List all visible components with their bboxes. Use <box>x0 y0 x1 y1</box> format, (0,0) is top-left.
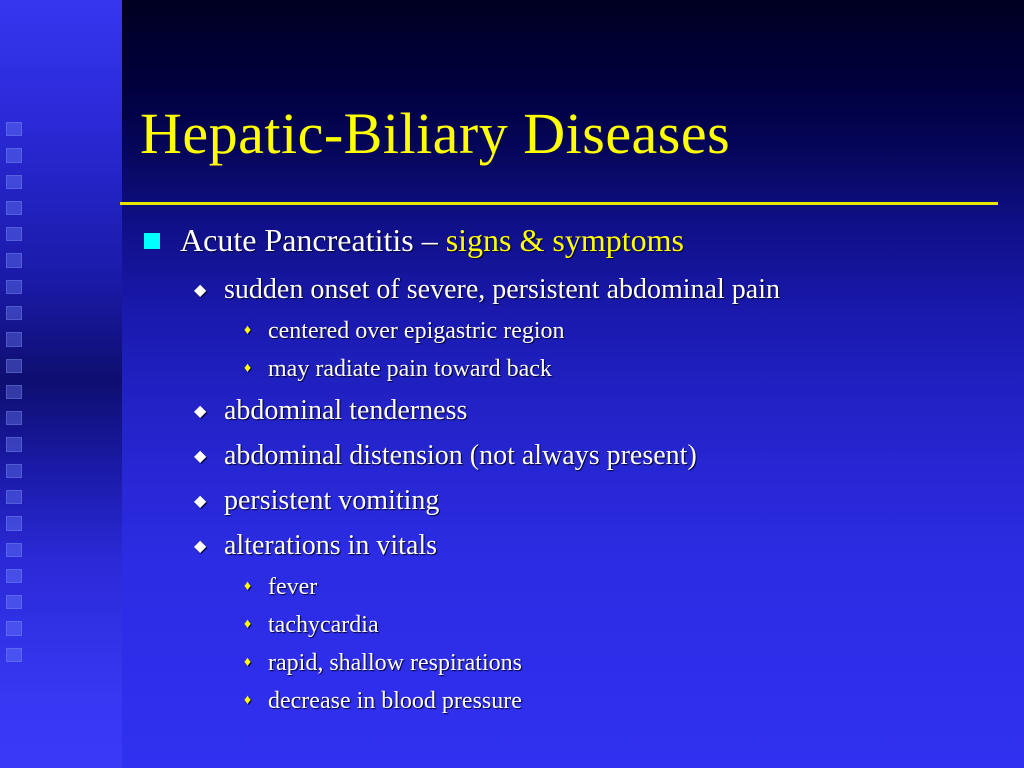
decorative-tile <box>6 175 22 189</box>
diamond-bullet-icon: ◆ <box>194 492 207 510</box>
symptom-item <box>140 478 1010 523</box>
sub-symptom-item <box>140 350 1010 388</box>
square-bullet-icon <box>144 233 160 249</box>
symptom-item <box>140 523 1010 568</box>
decorative-tile <box>6 280 22 294</box>
small-diamond-bullet-icon: ♦ <box>244 361 252 376</box>
symptom-list <box>140 267 1010 720</box>
decorative-tile <box>6 201 22 215</box>
small-diamond-bullet-icon: ♦ <box>244 323 252 338</box>
decorative-tile <box>6 569 22 583</box>
diamond-bullet-icon: ◆ <box>194 281 207 299</box>
decorative-tile <box>6 464 22 478</box>
topic-bullet <box>140 222 1010 259</box>
slide-title: Hepatic-Biliary Diseases <box>140 101 731 166</box>
decorative-tile <box>6 385 22 399</box>
decorative-tile <box>6 148 22 162</box>
topic-label: Acute Pancreatitis – <box>180 222 438 258</box>
decorative-tile <box>6 595 22 609</box>
diamond-bullet-icon: ◆ <box>194 447 207 465</box>
decorative-tile <box>6 306 22 320</box>
symptom-text: sudden onset of severe, persistent abdominal pain <box>224 273 780 305</box>
symptom-text: abdominal tenderness <box>224 394 468 426</box>
symptom-item <box>140 388 1010 433</box>
diamond-bullet-icon: ◆ <box>194 402 207 420</box>
decorative-tile <box>6 359 22 373</box>
sub-symptom-text: tachycardia <box>268 611 379 638</box>
symptom-text: persistent vomiting <box>224 484 440 516</box>
sub-symptom-text: fever <box>268 573 318 600</box>
sub-symptom-item <box>140 606 1010 644</box>
symptom-item <box>140 267 1010 312</box>
sub-symptom-text: centered over epigastric region <box>268 317 565 344</box>
sub-symptom-item <box>140 312 1010 350</box>
symptom-text: alterations in vitals <box>224 529 438 561</box>
decorative-tile <box>6 227 22 241</box>
symptom-text: abdominal distension (not always present) <box>224 439 697 471</box>
sub-symptom-text: may radiate pain toward back <box>268 355 552 382</box>
title-divider <box>120 202 998 205</box>
small-diamond-bullet-icon: ♦ <box>244 617 252 632</box>
small-diamond-bullet-icon: ♦ <box>244 579 252 594</box>
sub-symptom-item <box>140 682 1010 720</box>
sub-symptom-text: decrease in blood pressure <box>268 687 522 714</box>
decorative-tile <box>6 516 22 530</box>
tile-column <box>6 122 30 662</box>
decorative-tile <box>6 621 22 635</box>
decorative-tile <box>6 411 22 425</box>
decorative-tile <box>6 648 22 662</box>
decorative-tile <box>6 490 22 504</box>
decorative-tile <box>6 332 22 346</box>
decorative-tile <box>6 122 22 136</box>
sub-symptom-item <box>140 644 1010 682</box>
topic-highlight: signs & symptoms <box>445 222 684 258</box>
sub-symptom-item <box>140 568 1010 606</box>
sub-symptom-text: rapid, shallow respirations <box>268 649 522 676</box>
diamond-bullet-icon: ◆ <box>194 537 207 555</box>
sidebar-decoration <box>0 0 122 768</box>
small-diamond-bullet-icon: ♦ <box>244 655 252 670</box>
symptom-item <box>140 433 1010 478</box>
decorative-tile <box>6 253 22 267</box>
small-diamond-bullet-icon: ♦ <box>244 693 252 708</box>
decorative-tile <box>6 437 22 451</box>
bullet-list <box>140 222 1010 720</box>
decorative-tile <box>6 543 22 557</box>
